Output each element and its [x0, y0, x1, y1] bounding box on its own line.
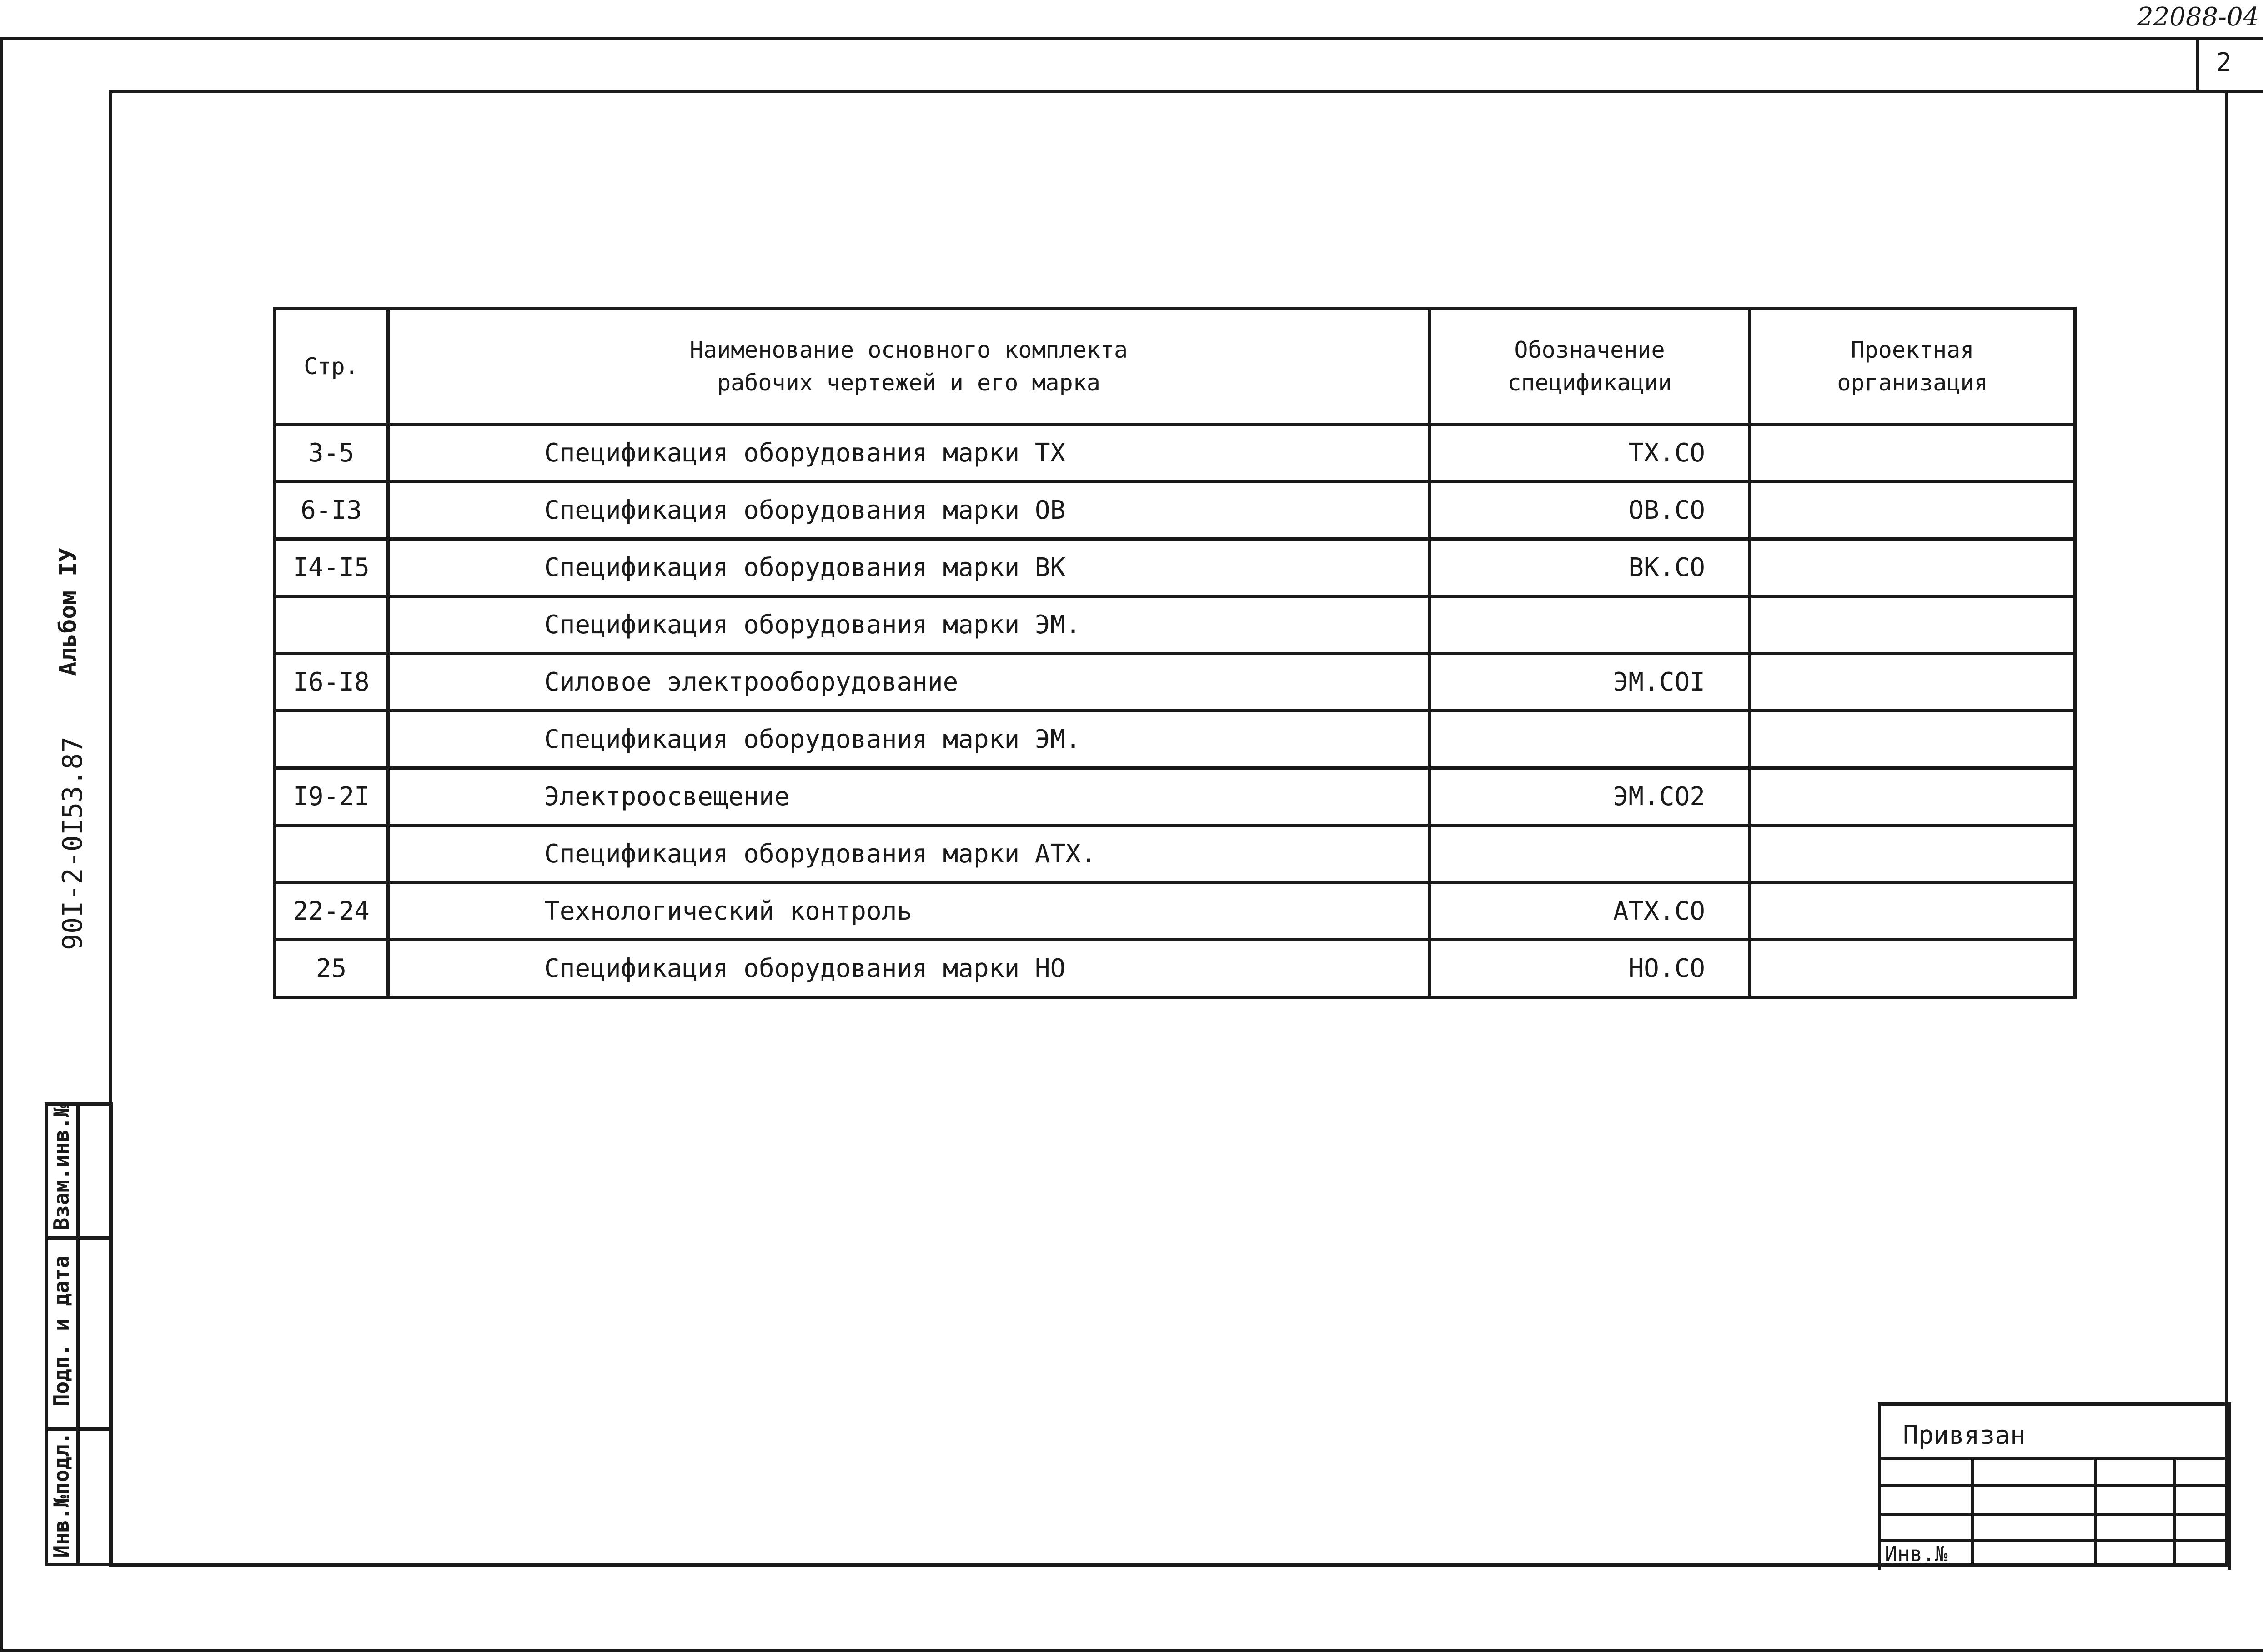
col-header-org-line1: Проектная [1851, 337, 1974, 363]
row-name: Спецификация оборудования марки НО [388, 940, 1430, 997]
row-name: Спецификация оборудования марки ЭМ. [388, 711, 1430, 768]
row-org [1750, 883, 2075, 940]
row-code [1430, 596, 1750, 654]
row-page: 3-5 [275, 425, 388, 482]
row-name: Технологический контроль [388, 883, 1430, 940]
row-code: АТХ.СО [1430, 883, 1750, 940]
row-name: Спецификация оборудования марки АТХ. [388, 826, 1430, 883]
row-page: 22-24 [275, 883, 388, 940]
row-name: Спецификация оборудования марки ВК [388, 539, 1430, 596]
row-org [1750, 596, 2075, 654]
row-page: 6-I3 [275, 482, 388, 539]
row-name: Электроосвещение [388, 768, 1430, 826]
col-header-org-line2: организация [1837, 370, 1988, 396]
row-code: ТХ.СО [1430, 425, 1750, 482]
table-row [275, 711, 2075, 768]
row-org [1750, 482, 2075, 539]
row-org [1750, 539, 2075, 596]
album-label: Альбом IУ [55, 548, 82, 676]
title-block-inv-label: Инв.№ [1885, 1542, 1948, 1566]
table-row [275, 654, 2075, 711]
table-row [275, 425, 2075, 482]
row-code [1430, 711, 1750, 768]
side-stamp-field-replacement: Взам.инв.№ [49, 1104, 74, 1231]
row-code: ОВ.СО [1430, 482, 1750, 539]
table-row [275, 596, 2075, 654]
row-name: Спецификация оборудования марки ОВ [388, 482, 1430, 539]
project-code: 90I-2-0I53.87 [57, 736, 89, 950]
row-org [1750, 940, 2075, 997]
sheet-number: 2 [2216, 48, 2232, 77]
row-org [1750, 826, 2075, 883]
row-page [275, 826, 388, 883]
row-code: НО.СО [1430, 940, 1750, 997]
corner-stamp: 22088-04 [2137, 2, 2259, 32]
row-code: ВК.СО [1430, 539, 1750, 596]
outer-frame-bottom [0, 1649, 2263, 1652]
side-stamp-field-signature-date: Подп. и дата [49, 1255, 74, 1407]
col-header-name-line2: рабочих чертежей и его марка [717, 370, 1100, 396]
col-header-name [388, 309, 1430, 425]
row-page: I9-2I [275, 768, 388, 826]
row-code [1430, 826, 1750, 883]
col-header-org [1750, 309, 2075, 425]
col-header-name-line1: Наименование основного комплекта [689, 337, 1128, 363]
row-page [275, 711, 388, 768]
row-page: I4-I5 [275, 539, 388, 596]
row-name: Спецификация оборудования марки ТХ [388, 425, 1430, 482]
row-name: Силовое электрооборудование [388, 654, 1430, 711]
side-stamp-divider [76, 1102, 80, 1566]
row-code: ЭМ.СО2 [1430, 768, 1750, 826]
title-block-h-line-2 [1878, 1484, 2231, 1487]
table-row [275, 826, 2075, 883]
row-name: Спецификация оборудования марки ЭМ. [388, 596, 1430, 654]
row-org [1750, 654, 2075, 711]
row-page: 25 [275, 940, 388, 997]
col-header-code-line1: Обозначение [1514, 337, 1665, 363]
title-block-bound-label: Привязан [1903, 1421, 2026, 1450]
table-row [275, 482, 2075, 539]
col-header-page: Стр. [275, 309, 388, 425]
row-page [275, 596, 388, 654]
table-row [275, 539, 2075, 596]
table-header-row [275, 309, 2075, 425]
row-code: ЭМ.СОI [1430, 654, 1750, 711]
title-block-v-line-1 [1971, 1457, 1974, 1567]
table-row [275, 883, 2075, 940]
side-stamp-field-original-inv: Инв.№подл. [49, 1432, 74, 1558]
row-org [1750, 768, 2075, 826]
table-row [275, 768, 2075, 826]
col-header-code [1430, 309, 1750, 425]
row-page: I6-I8 [275, 654, 388, 711]
row-org [1750, 425, 2075, 482]
row-org [1750, 711, 2075, 768]
title-block-v-line-3 [2173, 1457, 2176, 1567]
col-header-code-line2: спецификации [1507, 370, 1672, 396]
title-block-h-line-3 [1878, 1513, 2231, 1516]
spec-table [273, 307, 2077, 999]
table-row [275, 940, 2075, 997]
title-block-v-line-2 [2094, 1457, 2097, 1567]
title-block-h-line-1 [1878, 1457, 2231, 1460]
